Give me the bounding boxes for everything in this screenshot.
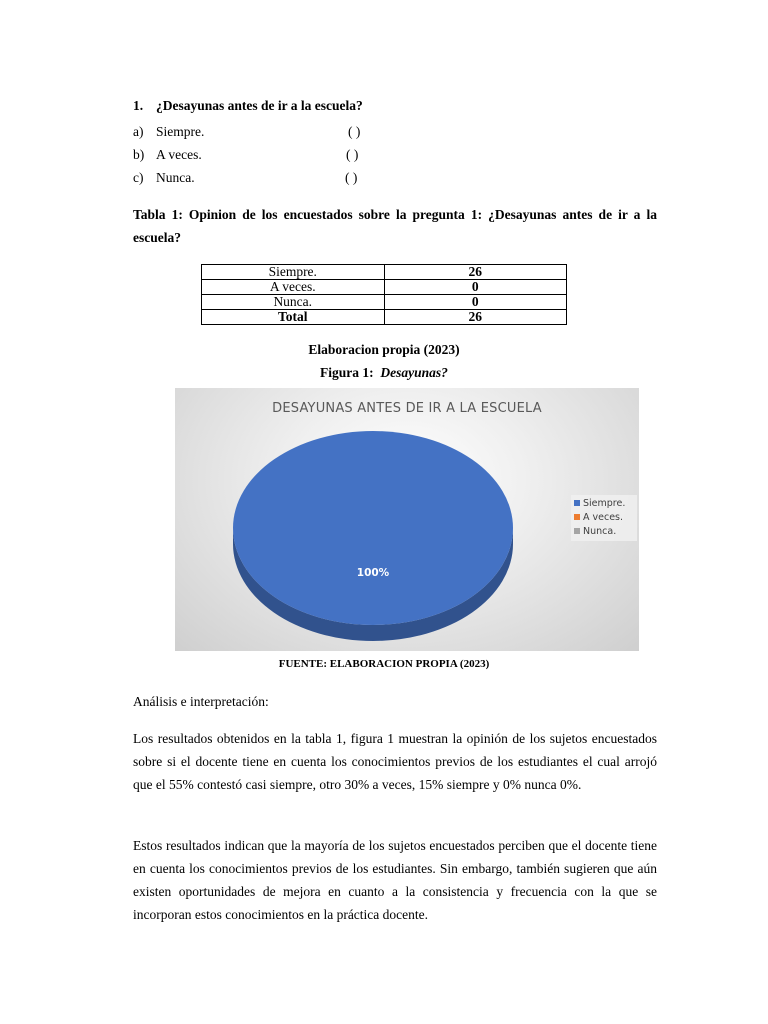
legend-label: A veces.	[583, 512, 624, 523]
pie-chart-svg	[175, 388, 639, 651]
legend-swatch	[574, 500, 580, 506]
analysis-heading: Análisis e interpretación:	[133, 694, 269, 709]
table-row-total	[202, 310, 567, 325]
table-cell-label: Total	[202, 310, 385, 325]
legend-label: Siempre.	[583, 498, 626, 509]
option-letter: a)	[133, 124, 144, 139]
option-letter: b)	[133, 147, 145, 162]
pie-data-label: 100%	[356, 567, 390, 579]
figure-label: Figura 1:	[320, 365, 374, 380]
table-cell-value: 0	[384, 280, 567, 295]
legend-swatch	[574, 528, 580, 534]
table-caption: Tabla 1: Opinion de los encuestados sobre la pregunta 1: ¿Desayunas antes de ir a la escuela?	[133, 207, 657, 245]
table-cell-label: Nunca.	[202, 295, 385, 310]
table-row	[202, 280, 567, 295]
chart-title: DESAYUNAS ANTES DE IR A LA ESCUELA	[272, 401, 542, 416]
analysis-paragraph-1: Los resultados obtenidos en la tabla 1, figura 1 muestran la opinión de los sujetos encuestados sobre si el docente tiene en cuenta los conocimientos previos de los estudiantes el cual arrojó que el 55% contestó casi siempre, otro 30% a veces, 15% siempre y 0% nunca 0%.	[133, 731, 657, 792]
option-label: Nunca.	[156, 170, 195, 185]
table-row	[202, 265, 567, 280]
legend-item	[574, 525, 634, 539]
results-table	[201, 264, 567, 325]
table-cell-label: Siempre.	[202, 265, 385, 280]
pie-slice-0	[233, 431, 513, 625]
legend-label: Nunca.	[583, 526, 617, 537]
table-cell-value: 26	[384, 310, 567, 325]
legend-item	[574, 497, 634, 511]
analysis-paragraph-2: Estos resultados indican que la mayoría de los sujetos encuestados perciben que el docente tiene en cuenta los conocimientos previos de los estudiantes. Sin embargo, también sugieren que aún existen oportunidades de mejora en cuanto a la consistencia y frecuencia con la que se incorporan estos conocimientos en la práctica docente.	[133, 838, 657, 922]
table-cell-value: 26	[384, 265, 567, 280]
table-source: Elaboracion propia (2023)	[308, 342, 460, 357]
table-cell-value: 0	[384, 295, 567, 310]
option-c	[133, 170, 358, 186]
option-checkbox: ( )	[346, 147, 359, 162]
figure-source: FUENTE: ELABORACION PROPIA (2023)	[278, 658, 490, 670]
legend-item	[574, 511, 634, 525]
question-number: 1.	[133, 98, 144, 113]
question-text: ¿Desayunas antes de ir a la escuela?	[156, 98, 363, 113]
question-heading	[133, 98, 363, 114]
legend-swatch	[574, 514, 580, 520]
option-checkbox: ( )	[345, 170, 358, 185]
table-cell-label: A veces.	[202, 280, 385, 295]
chart-legend	[571, 495, 637, 541]
figure-caption	[0, 365, 768, 381]
option-label: A veces.	[156, 147, 202, 162]
option-label: Siempre.	[156, 124, 205, 139]
option-a	[133, 124, 361, 140]
option-letter: c)	[133, 170, 144, 185]
table-row	[202, 295, 567, 310]
figure-title: Desayunas?	[380, 365, 448, 380]
option-checkbox: ( )	[348, 124, 361, 139]
option-b	[133, 147, 359, 163]
pie-chart	[175, 388, 639, 651]
